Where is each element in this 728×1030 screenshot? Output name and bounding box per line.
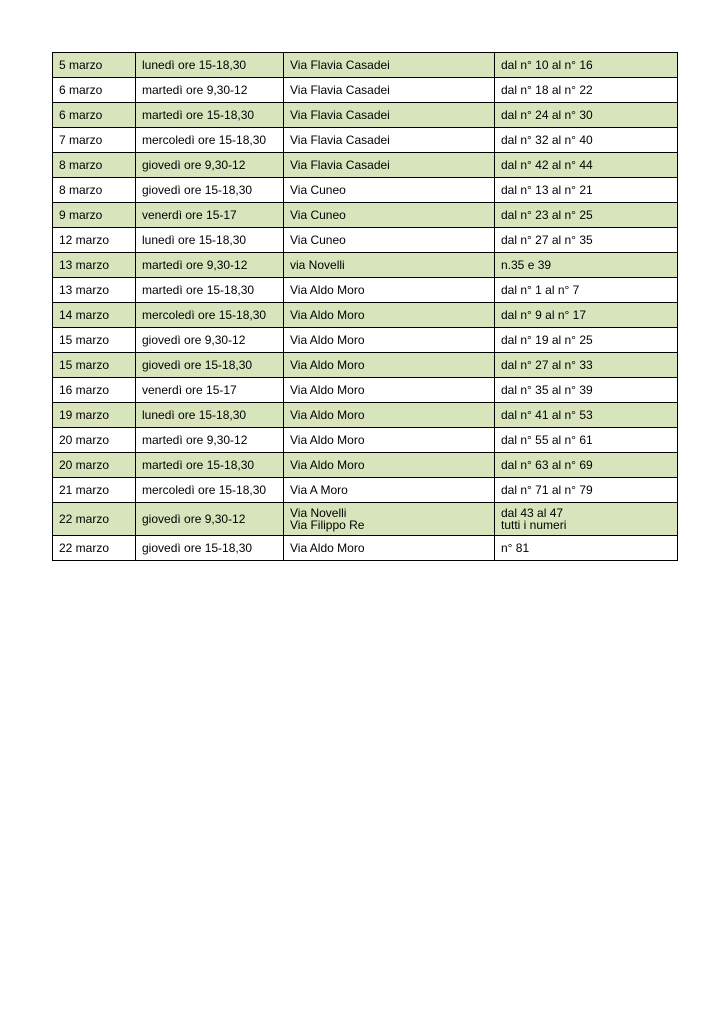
table-row: [53, 353, 678, 378]
time-cell: lunedì ore 15-18,30: [136, 228, 284, 253]
date-cell: 22 marzo: [53, 503, 136, 536]
street-cell: [284, 353, 495, 378]
street-cell-line: Via Flavia Casadei: [290, 58, 390, 72]
date-cell: 8 marzo: [53, 153, 136, 178]
street-cell: [284, 278, 495, 303]
street-cell-line: Via Aldo Moro: [290, 333, 365, 347]
street-cell-line: Via Flavia Casadei: [290, 83, 390, 97]
schedule-body: [53, 53, 678, 561]
numbers-cell: [495, 453, 678, 478]
table-row: [53, 478, 678, 503]
street-cell-line: Via A Moro: [290, 483, 348, 497]
table-row: [53, 536, 678, 561]
street-cell-line: Via Cuneo: [290, 208, 346, 222]
time-cell: martedì ore 9,30-12: [136, 78, 284, 103]
table-row: [53, 428, 678, 453]
date-cell: 21 marzo: [53, 478, 136, 503]
street-cell-line: Via Cuneo: [290, 183, 346, 197]
numbers-cell-line: tutti i numeri: [501, 518, 567, 532]
numbers-cell: [495, 128, 678, 153]
street-cell-line: Via Aldo Moro: [290, 308, 365, 322]
numbers-cell: [495, 278, 678, 303]
time-cell: giovedì ore 9,30-12: [136, 328, 284, 353]
table-row: [53, 103, 678, 128]
street-cell-line: Via Aldo Moro: [290, 541, 365, 555]
time-cell: martedì ore 9,30-12: [136, 428, 284, 453]
numbers-cell-line: n° 81: [501, 541, 530, 555]
numbers-cell-line: dal n° 55 al n° 61: [501, 433, 593, 447]
street-cell-line: Via Filippo Re: [290, 518, 365, 532]
date-cell: 14 marzo: [53, 303, 136, 328]
time-cell: giovedì ore 15-18,30: [136, 536, 284, 561]
numbers-cell-line: dal n° 27 al n° 33: [501, 358, 593, 372]
date-cell: 5 marzo: [53, 53, 136, 78]
numbers-cell: [495, 378, 678, 403]
time-cell: lunedì ore 15-18,30: [136, 403, 284, 428]
numbers-cell-line: dal n° 1 al n° 7: [501, 283, 580, 297]
table-row: [53, 228, 678, 253]
street-cell: [284, 103, 495, 128]
time-cell: giovedì ore 9,30-12: [136, 503, 284, 536]
date-cell: 13 marzo: [53, 253, 136, 278]
table-row: [53, 78, 678, 103]
table-row: [53, 153, 678, 178]
street-cell-line: Via Flavia Casadei: [290, 158, 390, 172]
numbers-cell-line: dal n° 32 al n° 40: [501, 133, 593, 147]
table-row: [53, 453, 678, 478]
street-cell: [284, 78, 495, 103]
numbers-cell-line: dal n° 24 al n° 30: [501, 108, 593, 122]
time-cell: martedì ore 15-18,30: [136, 103, 284, 128]
numbers-cell-line: dal n° 63 al n° 69: [501, 458, 593, 472]
schedule-table: [52, 52, 678, 561]
numbers-cell-line: dal n° 18 al n° 22: [501, 83, 593, 97]
table-row: [53, 178, 678, 203]
numbers-cell: [495, 428, 678, 453]
table-row: [53, 128, 678, 153]
table-row: [53, 378, 678, 403]
street-cell-line: Via Aldo Moro: [290, 383, 365, 397]
street-cell-line: Via Cuneo: [290, 233, 346, 247]
street-cell-line: Via Novelli: [290, 506, 347, 520]
table-row: [53, 203, 678, 228]
street-cell-line: Via Aldo Moro: [290, 283, 365, 297]
numbers-cell-line: dal n° 71 al n° 79: [501, 483, 593, 497]
table-row: [53, 403, 678, 428]
date-cell: 12 marzo: [53, 228, 136, 253]
street-cell-line: Via Aldo Moro: [290, 358, 365, 372]
table-row: [53, 278, 678, 303]
numbers-cell-line: dal n° 27 al n° 35: [501, 233, 593, 247]
table-row: [53, 53, 678, 78]
time-cell: martedì ore 15-18,30: [136, 453, 284, 478]
time-cell: mercoledì ore 15-18,30: [136, 128, 284, 153]
street-cell: [284, 153, 495, 178]
numbers-cell-line: dal n° 41 al n° 53: [501, 408, 593, 422]
numbers-cell-line: dal n° 9 al n° 17: [501, 308, 586, 322]
street-cell: [284, 303, 495, 328]
numbers-cell: [495, 503, 678, 536]
numbers-cell: [495, 478, 678, 503]
street-cell: [284, 228, 495, 253]
numbers-cell: [495, 536, 678, 561]
time-cell: venerdì ore 15-17: [136, 203, 284, 228]
date-cell: 6 marzo: [53, 78, 136, 103]
numbers-cell-line: dal n° 13 al n° 21: [501, 183, 593, 197]
numbers-cell: [495, 53, 678, 78]
date-cell: 20 marzo: [53, 428, 136, 453]
time-cell: venerdì ore 15-17: [136, 378, 284, 403]
numbers-cell-line: dal 43 al 47: [501, 506, 564, 520]
date-cell: 22 marzo: [53, 536, 136, 561]
street-cell: [284, 378, 495, 403]
street-cell-line: via Novelli: [290, 258, 345, 272]
time-cell: giovedì ore 15-18,30: [136, 178, 284, 203]
date-cell: 7 marzo: [53, 128, 136, 153]
time-cell: lunedì ore 15-18,30: [136, 53, 284, 78]
numbers-cell: [495, 178, 678, 203]
street-cell: [284, 403, 495, 428]
numbers-cell: [495, 353, 678, 378]
table-row: [53, 328, 678, 353]
street-cell-line: Via Flavia Casadei: [290, 133, 390, 147]
date-cell: 16 marzo: [53, 378, 136, 403]
table-row: [53, 303, 678, 328]
time-cell: giovedì ore 9,30-12: [136, 153, 284, 178]
time-cell: martedì ore 9,30-12: [136, 253, 284, 278]
street-cell-line: Via Aldo Moro: [290, 458, 365, 472]
street-cell: [284, 203, 495, 228]
table-row: [53, 253, 678, 278]
table-row: [53, 503, 678, 536]
numbers-cell-line: n.35 e 39: [501, 258, 552, 272]
street-cell: [284, 253, 495, 278]
street-cell: [284, 128, 495, 153]
street-cell: [284, 478, 495, 503]
numbers-cell: [495, 103, 678, 128]
numbers-cell: [495, 153, 678, 178]
street-cell-line: Via Aldo Moro: [290, 433, 365, 447]
time-cell: giovedì ore 15-18,30: [136, 353, 284, 378]
date-cell: 15 marzo: [53, 328, 136, 353]
street-cell-line: Via Aldo Moro: [290, 408, 365, 422]
street-cell-line: Via Flavia Casadei: [290, 108, 390, 122]
date-cell: 6 marzo: [53, 103, 136, 128]
numbers-cell-line: dal n° 35 al n° 39: [501, 383, 593, 397]
numbers-cell: [495, 303, 678, 328]
street-cell: [284, 536, 495, 561]
numbers-cell: [495, 78, 678, 103]
numbers-cell: [495, 328, 678, 353]
time-cell: martedì ore 15-18,30: [136, 278, 284, 303]
numbers-cell-line: dal n° 19 al n° 25: [501, 333, 593, 347]
numbers-cell-line: dal n° 10 al n° 16: [501, 58, 593, 72]
date-cell: 15 marzo: [53, 353, 136, 378]
date-cell: 9 marzo: [53, 203, 136, 228]
numbers-cell: [495, 203, 678, 228]
numbers-cell-line: dal n° 23 al n° 25: [501, 208, 593, 222]
street-cell: [284, 503, 495, 536]
numbers-cell: [495, 403, 678, 428]
time-cell: mercoledì ore 15-18,30: [136, 478, 284, 503]
date-cell: 19 marzo: [53, 403, 136, 428]
time-cell: mercoledì ore 15-18,30: [136, 303, 284, 328]
numbers-cell: [495, 228, 678, 253]
street-cell: [284, 328, 495, 353]
date-cell: 20 marzo: [53, 453, 136, 478]
date-cell: 13 marzo: [53, 278, 136, 303]
street-cell: [284, 53, 495, 78]
numbers-cell-line: dal n° 42 al n° 44: [501, 158, 593, 172]
date-cell: 8 marzo: [53, 178, 136, 203]
street-cell: [284, 453, 495, 478]
street-cell: [284, 428, 495, 453]
numbers-cell: [495, 253, 678, 278]
street-cell: [284, 178, 495, 203]
